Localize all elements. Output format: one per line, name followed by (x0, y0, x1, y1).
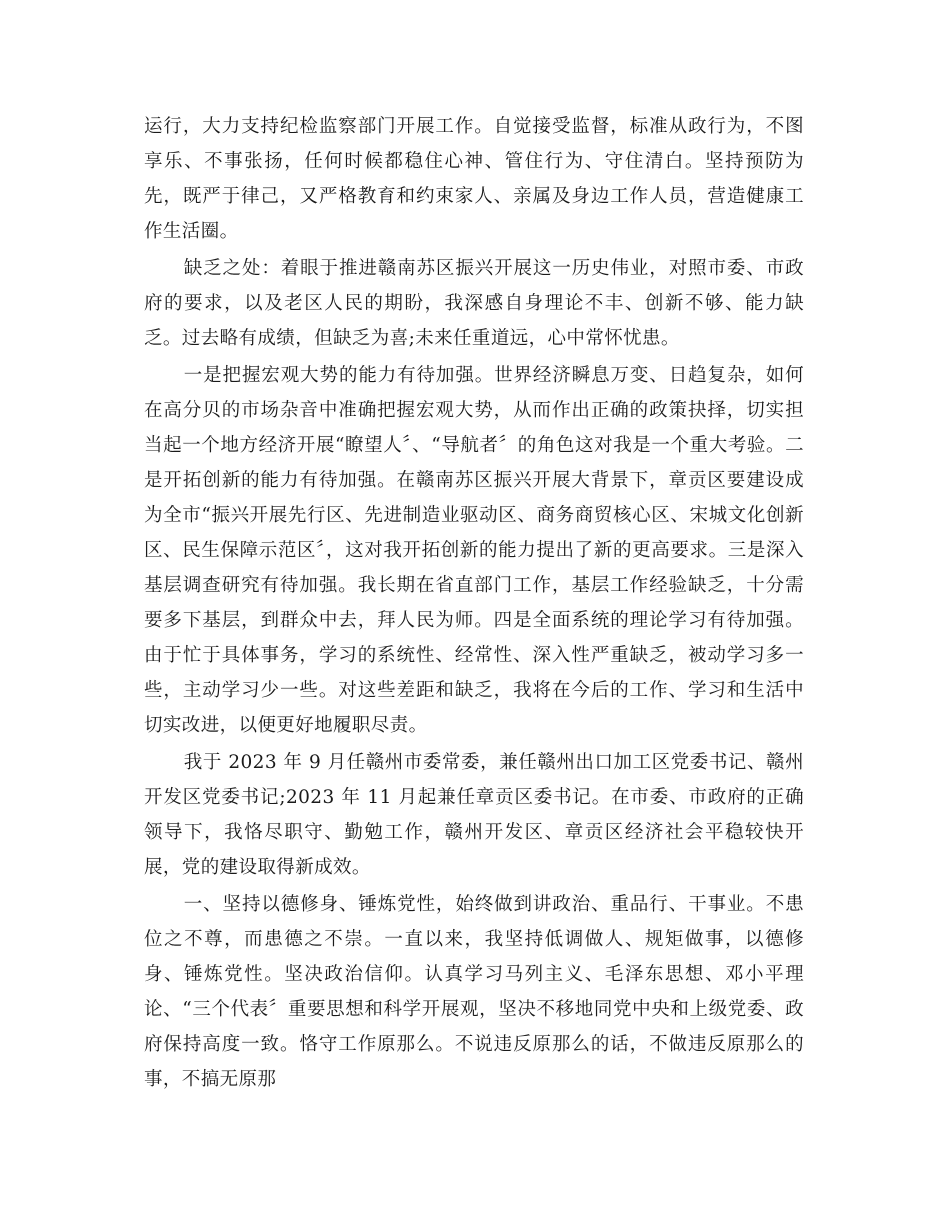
paragraph-1: 运行，大力支持纪检监察部门开展工作。自觉接受监督，标准从政行为，不图享乐、不事张扬，任何时候都稳住心神、管住行为、守住清白。坚持预防为先，既严于律己，又严格教育和约束家人、亲属及身边工作人员，营造健康工作生活圈。 (144, 116, 804, 242)
paragraph-5: 一、坚持以德修身、锤炼党性，始终做到讲政治、重品行、干事业。不患位之不尊，而患德之不崇。一直以来，我坚持低调做人、规矩做事，以德修身、锤炼党性。坚决政治信仰。认真学习马列主义、毛泽东思想、邓小平理论、“三个代表〞重要思想和科学开展观，坚决不移地同党中央和上级党委、政府保持高度一致。恪守工作原那么。不说违反原那么的话，不做违反原那么的事，不搞无原那 (144, 894, 804, 1090)
paragraph-4: 我于 2023 年 9 月任赣州市委常委，兼任赣州出口加工区党委书记、赣州开发区党委书记;2023 年 11 月起兼任章贡区委书记。在市委、市政府的正确领导下，我恪尽职守、勤勉工作，赣州开发区、章贡区经济社会平稳较快开展，党的建设取得新成效。 (144, 752, 804, 878)
paragraph-2: 缺乏之处：着眼于推进赣南苏区振兴开展这一历史伟业，对照市委、市政府的要求，以及老区人民的期盼，我深感自身理论不丰、创新不够、能力缺乏。过去略有成绩，但缺乏为喜;未来任重道远，心中常怀忧患。 (144, 258, 804, 349)
document-body (144, 109, 804, 1099)
paragraph-3: 一是把握宏观大势的能力有待加强。世界经济瞬息万变、日趋复杂，如何在高分贝的市场杂音中准确把握宏观大势，从而作出正确的政策抉择，切实担当起一个地方经济开展“瞭望人〞、“导航者〞的角色这对我是一个重大考验。二是开拓创新的能力有待加强。在赣南苏区振兴开展大背景下，章贡区要建设成为全市“振兴开展先行区、先进制造业驱动区、商务商贸核心区、宋城文化创新区、民生保障示范区〞，这对我开拓创新的能力提出了新的更高要求。三是深入基层调查研究有待加强。我长期在省直部门工作，基层工作经验缺乏，十分需要多下基层，到群众中去，拜人民为师。四是全面系统的理论学习有待加强。由于忙于具体事务，学习的系统性、经常性、深入性严重缺乏，被动学习多一些，主动学习少一些。对这些差距和缺乏，我将在今后的工作、学习和生活中切实改进，以便更好地履职尽责。 (144, 365, 804, 736)
